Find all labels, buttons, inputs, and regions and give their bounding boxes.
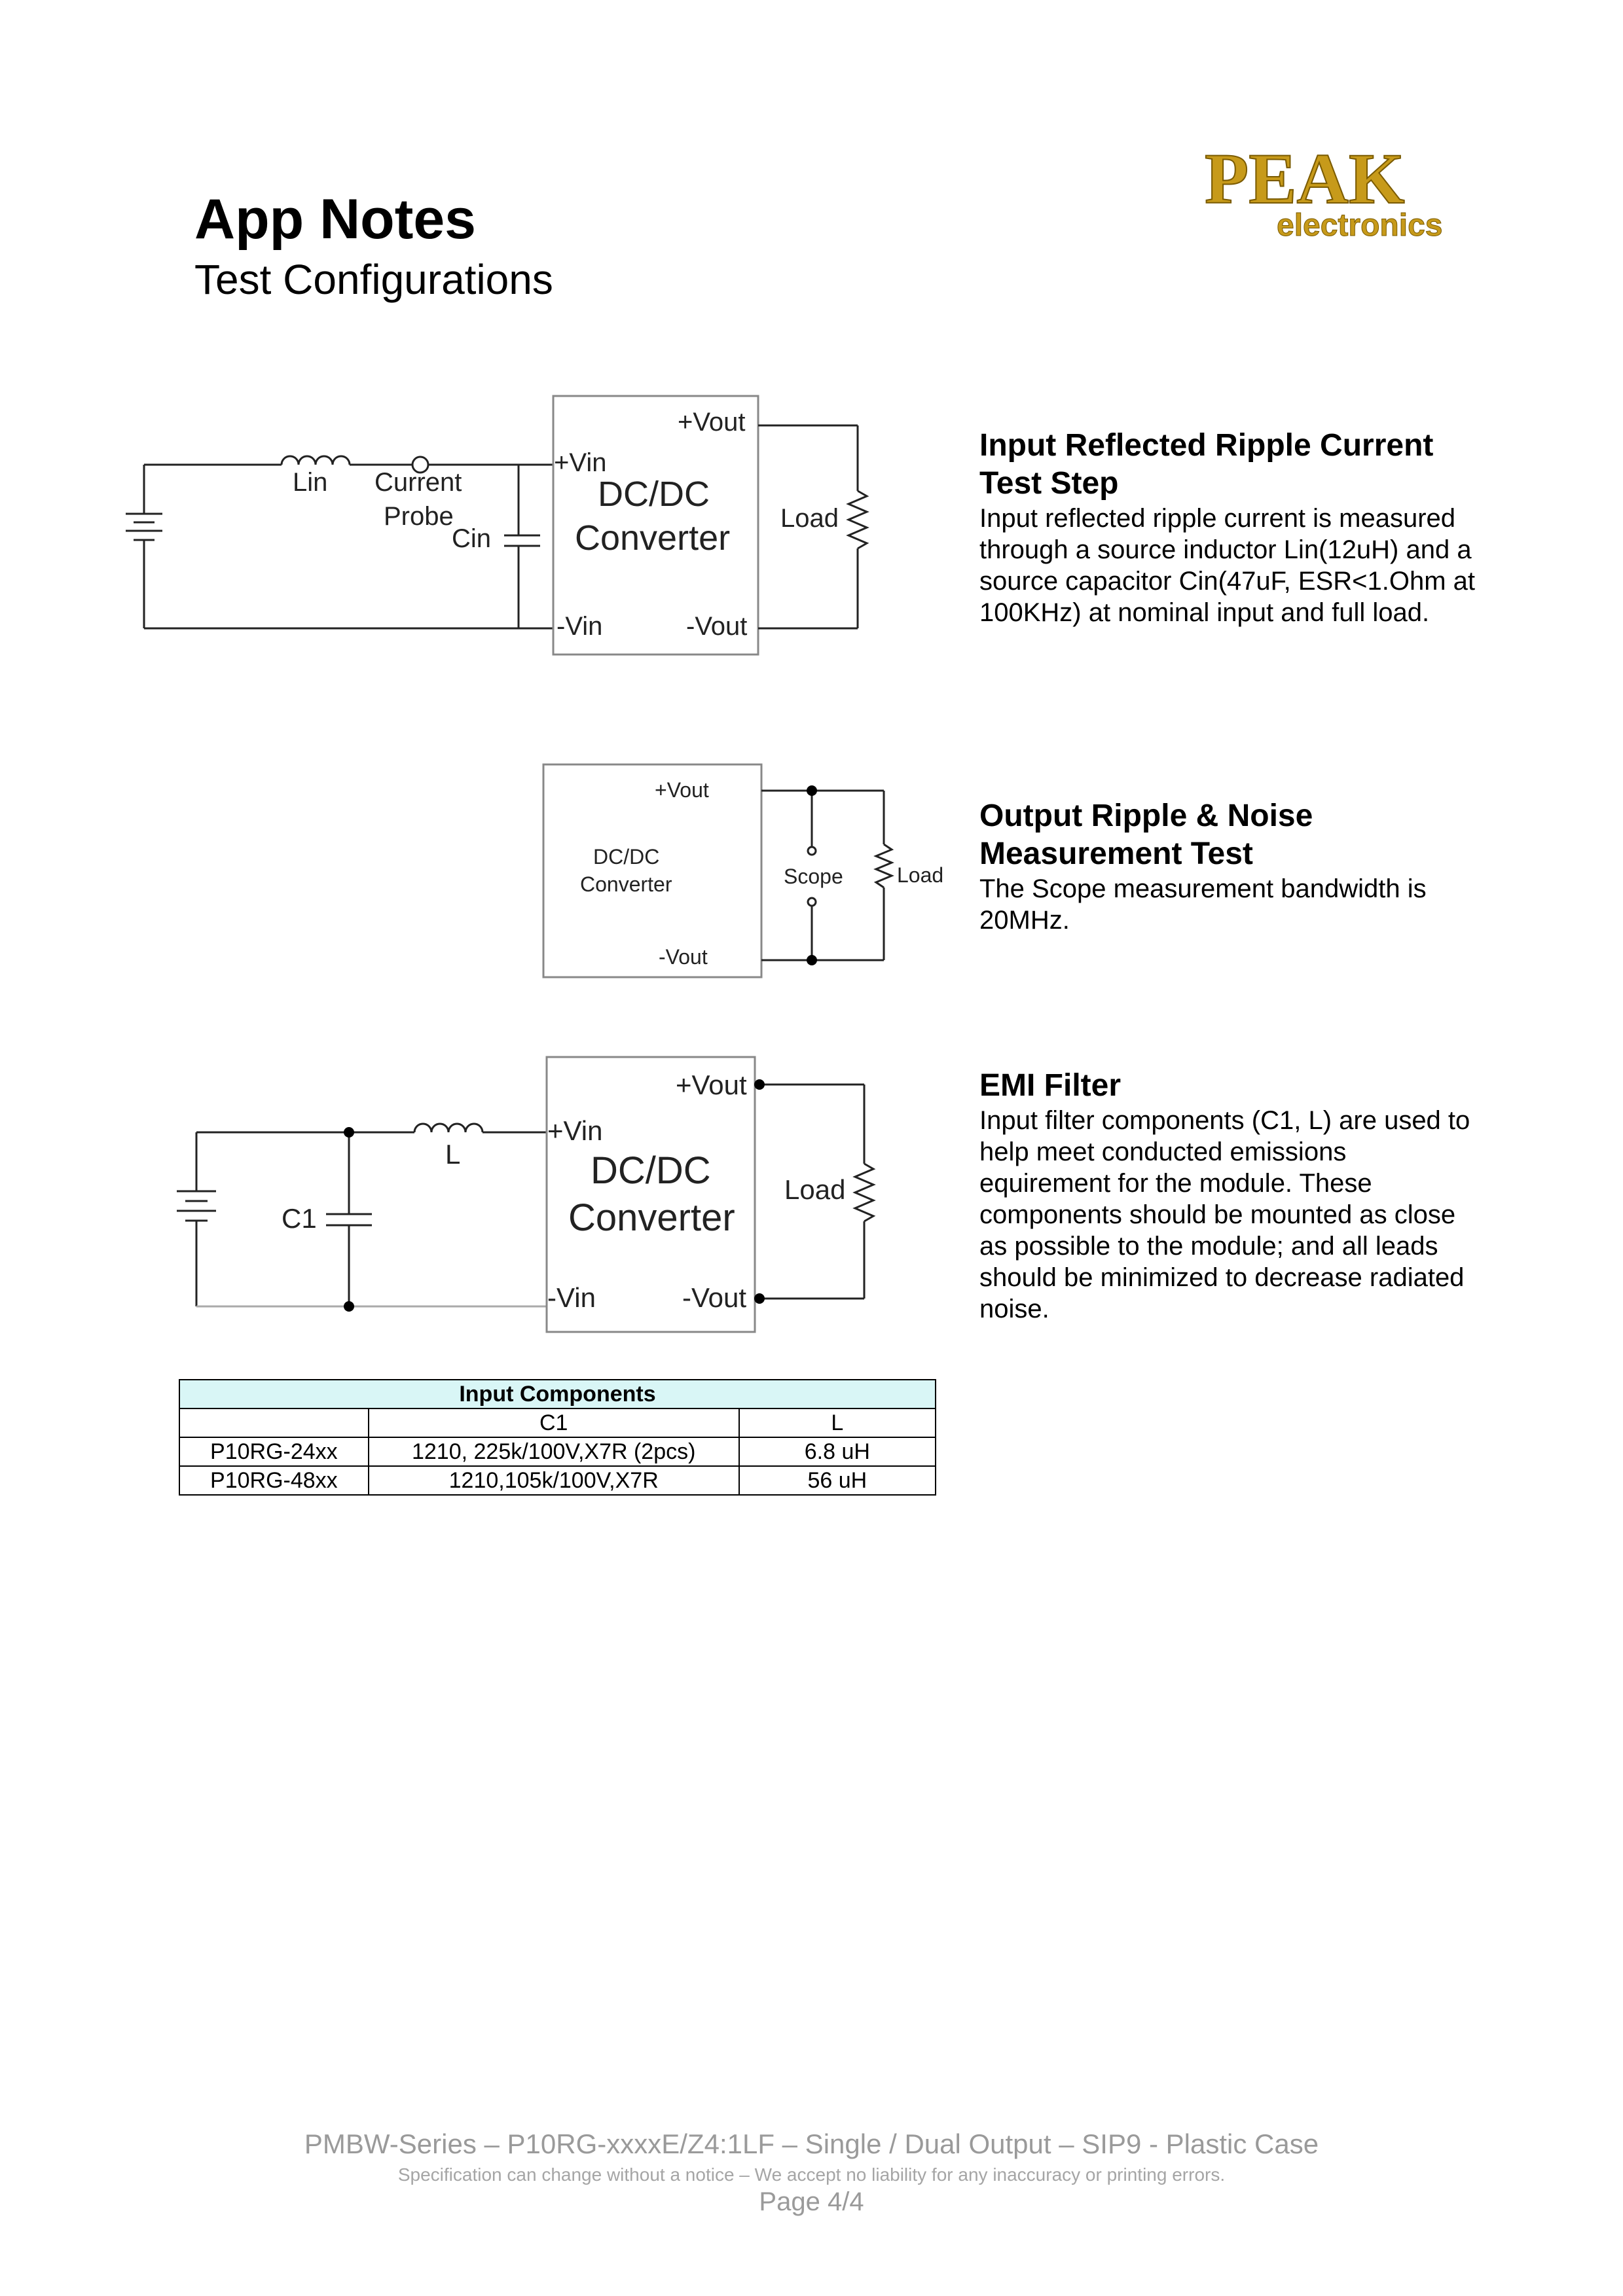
- page-subtitle: Test Configurations: [194, 256, 553, 303]
- dcdc-label: DC/DC: [593, 845, 660, 869]
- vout-pos-label: +Vout: [678, 408, 746, 437]
- table-cell: P10RG-24xx: [179, 1437, 369, 1466]
- section-body-line: source capacitor Cin(47uF, ESR<1.Ohm at: [979, 567, 1476, 596]
- ripple-current-diagram: [118, 386, 903, 668]
- vout-pos-label: +Vout: [676, 1069, 747, 1100]
- emi-filter-diagram: [164, 1047, 917, 1342]
- load-label: Load: [897, 863, 944, 887]
- input-components-table: [179, 1379, 936, 1496]
- ripple-noise-diagram: [537, 753, 962, 988]
- footer-page-number: Page 4/4: [759, 2187, 864, 2216]
- section-body-line: 20MHz.: [979, 906, 1070, 935]
- section-body-line: 100KHz) at nominal input and full load.: [979, 598, 1430, 627]
- dcdc-label: DC/DC: [598, 475, 710, 514]
- footer-disclaimer: Specification can change without a notice – We accept no liability for any inaccuracy or printing errors.: [397, 2164, 1226, 2185]
- section-body-line: Input reflected ripple current is measured: [979, 504, 1456, 533]
- section-title-line1: EMI Filter: [979, 1068, 1122, 1103]
- vout-neg-label: -Vout: [686, 612, 748, 641]
- section-body-line: noise.: [979, 1295, 1049, 1323]
- table-caption: Input Components: [179, 1380, 936, 1408]
- load-label: Load: [784, 1174, 846, 1205]
- logo-text: PEAK: [1205, 139, 1405, 219]
- section-body-line: The Scope measurement bandwidth is: [979, 874, 1427, 903]
- c1-label: C1: [282, 1203, 317, 1234]
- converter-label: Converter: [580, 872, 672, 896]
- peak-logo: [1205, 137, 1480, 242]
- section-body-line: equirement for the module. These: [979, 1169, 1372, 1198]
- column-header: [179, 1408, 369, 1437]
- cin-label: Cin: [452, 524, 492, 553]
- probe-label: Probe: [384, 502, 454, 531]
- table-header-row: [179, 1408, 936, 1437]
- load-label: Load: [780, 504, 839, 533]
- table-cell: P10RG-48xx: [179, 1466, 369, 1495]
- section-title-line2: Test Step: [979, 466, 1119, 501]
- section-title-line2: Measurement Test: [979, 836, 1253, 871]
- vin-neg-label: -Vin: [556, 612, 603, 641]
- vin-pos-label: +Vin: [547, 1115, 603, 1146]
- table-caption-row: [179, 1380, 936, 1408]
- vin-pos-label: +Vin: [554, 448, 607, 477]
- section-title-line1: Input Reflected Ripple Current: [979, 428, 1434, 463]
- l-label: L: [445, 1139, 461, 1170]
- vout-neg-label: -Vout: [682, 1282, 747, 1313]
- section-body-line: help meet conducted emissions: [979, 1138, 1347, 1166]
- footer-series: PMBW-Series – P10RG-xxxxE/Z4:1LF – Single / Dual Output – SIP9 - Plastic Case: [304, 2128, 1319, 2159]
- section-ripple-current: [979, 427, 1529, 628]
- vout-neg-label: -Vout: [659, 945, 708, 969]
- table-row: [179, 1437, 936, 1466]
- section-body-line: should be minimized to decrease radiated: [979, 1263, 1465, 1292]
- converter-label: Converter: [568, 1196, 735, 1239]
- table-cell: 1210, 225k/100V,X7R (2pcs): [369, 1437, 739, 1466]
- dcdc-label: DC/DC: [591, 1149, 711, 1192]
- section-body-line: through a source inductor Lin(12uH) and a: [979, 535, 1472, 564]
- section-emi-filter: [979, 1067, 1529, 1325]
- column-header: C1: [369, 1408, 739, 1437]
- table-row: [179, 1466, 936, 1495]
- section-body-line: Input filter components (C1, L) are used to: [979, 1106, 1470, 1135]
- vin-neg-label: -Vin: [547, 1282, 596, 1313]
- table-cell: 1210,105k/100V,X7R: [369, 1466, 739, 1495]
- section-ripple-noise: [979, 797, 1529, 936]
- table-cell: 6.8 uH: [739, 1437, 936, 1466]
- scope-label: Scope: [784, 865, 843, 888]
- page-title: App Notes: [194, 188, 476, 251]
- converter-label: Converter: [575, 518, 731, 558]
- lin-label: Lin: [293, 468, 328, 497]
- section-title-line1: Output Ripple & Noise: [979, 798, 1313, 833]
- column-header: L: [739, 1408, 936, 1437]
- logo-subtext: electronics: [1277, 208, 1443, 242]
- section-body-line: as possible to the module; and all leads: [979, 1232, 1438, 1261]
- section-body-line: components should be mounted as close: [979, 1200, 1456, 1229]
- current-label: Current: [374, 468, 462, 497]
- table-cell: 56 uH: [739, 1466, 936, 1495]
- vout-pos-label: +Vout: [655, 778, 709, 802]
